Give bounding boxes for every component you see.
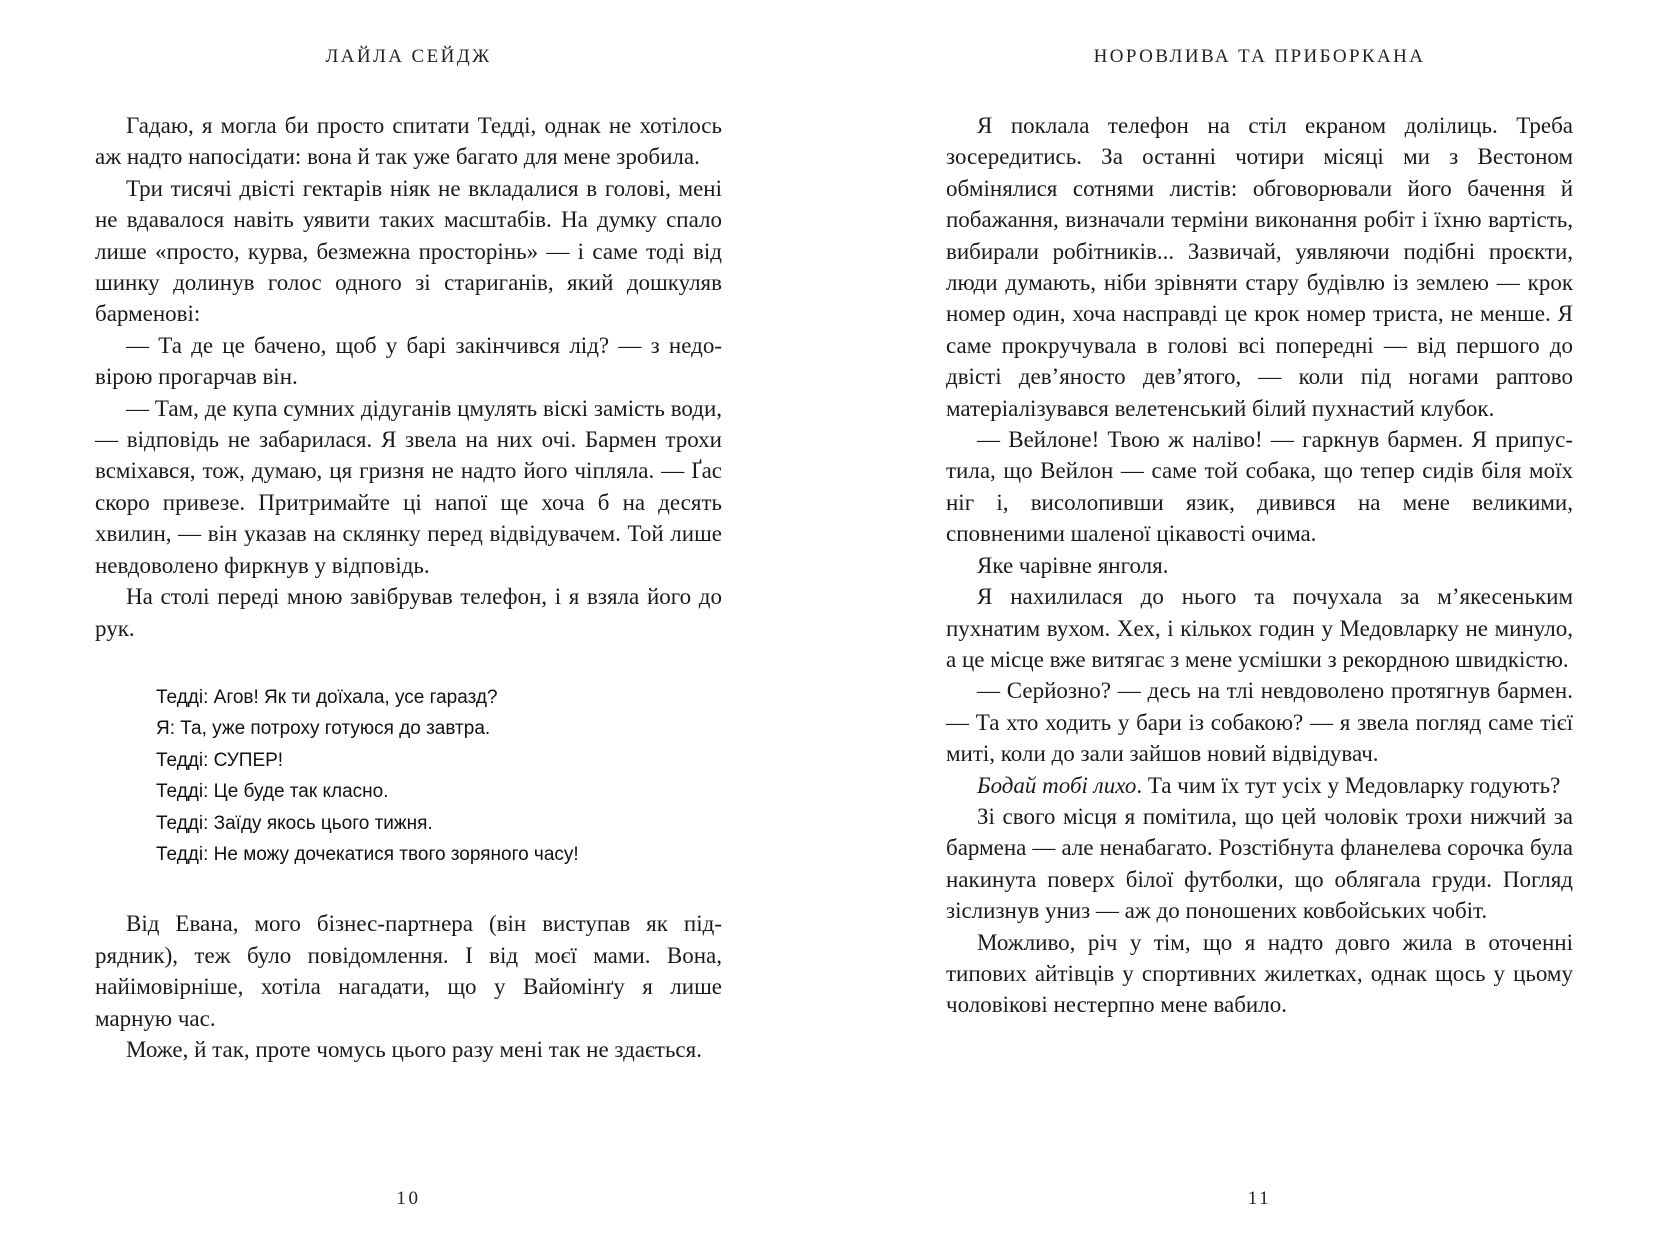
running-head-author: ЛАЙЛА СЕЙДЖ	[325, 46, 492, 67]
dialogue-paragraph: — Вейлоне! Твою ж наліво! — гаркнув бармен. Я припустила, що Вейлон — саме той собака, що тепер сидів біля моїх ніг і, висолопивши язик, дивився на мене великими, сповненими шаленої цікавості очима.	[946, 427, 1573, 547]
right-page	[946, 0, 1573, 1240]
dialogue-paragraph: — Та де це бачено, щоб у барі закінчився лід? — з недовірою прогарчав він.	[95, 332, 722, 390]
paragraph: Від Евана, мого бізнес-партнера (він виступав як підрядник), теж було повідомлення. І від моєї мами. Вона, найімовірніше, хотіла нагадати, що у Вайомінґу я лише марную час.	[95, 911, 722, 1031]
paragraph: На столі переді мною завібрував телефон, і я взяла його до рук.	[95, 584, 722, 641]
paragraph: Може, й так, проте чомусь цього разу мені так не здається.	[126, 1036, 702, 1062]
right-page-text	[946, 110, 1573, 1021]
dialogue-paragraph: — Серйозно? — десь на тлі невдоволено протягнув бармен. — Та хто ходить у бари із собакою? — я звела погляд саме тієї миті, коли до зали зайшов новий відвідувач.	[946, 678, 1573, 767]
chat-message: Тедді: Не можу дочекатися твого зоряного часу!	[156, 843, 579, 865]
paragraph: Я поклала телефон на стіл екраном долілиць. Треба зосередитись. За останні чотири місяці ми з Вестоном обмінялися сотнями листів: обговорювали його бачення й побажання, визначали терміни виконання робіт і їхню вартість, вибирали робітників... Зазвичай, уявляючи подібні проєкти, люди думають, ніби зрівняти стару будівлю із землею — крок номер один, хоча насправді це крок номер триста, не менше. Я саме прокручувала в голові всі попередні — від першого до двісті дев’яносто дев’ятого, — коли під ногами раптово матеріалізувався велетенський білий пухнастий клубок.	[946, 113, 1573, 421]
italic-paragraph	[946, 770, 1573, 801]
italic-phrase: Бодай тобі лихо	[977, 772, 1137, 798]
left-page-text	[95, 110, 722, 1065]
running-head-title: НОРОВЛИВА ТА ПРИБОРКАНА	[1093, 46, 1426, 67]
paragraph: Зі свого місця я помітила, що цей чоловік трохи нижчий за бармена — але ненабагато. Розстібнута фланелева сорочка була накинута поверх білої футболки, що облягала груди. Погляд зіслизнув униз — аж до поношених ковбойських чобіт.	[946, 803, 1573, 924]
left-page	[95, 0, 722, 1240]
dialogue-paragraph: — Там, де купа сумних дідуганів цмулять віскі замість води, — відповідь не забарилася. Я звела на них очі. Бармен трохи всміхався, тож, думаю, ця гризня не надто його чіпляла. — Ґас скоро привезе. Притримайте ці напої ще хоча б на десять хвилин, — він указав на склянку перед відвідувачем. Той лише невдоволено фиркнув у відповідь.	[95, 395, 722, 578]
text-message-exchange	[156, 682, 722, 870]
paragraph: Можливо, річ у тім, що я надто довго жила в оточенні типових айтівців у спортивних жилетках, однак щось у цьому чоловікові нестерпно мене вабило.	[946, 929, 1573, 1018]
page-number-right: 11	[1247, 1188, 1272, 1209]
paragraph: Я нахилилася до нього та почухала за м’якесеньким пухнатим вухом. Хех, і кількох годин у Медовларку не минуло, а це місце вже витягає з мене усмішки з рекордною швидкістю.	[946, 584, 1573, 672]
chat-message: Тедді: Це буде так класно.	[156, 781, 389, 803]
chat-message: Тедді: Агов! Як ти доїхала, усе гаразд?	[156, 686, 498, 708]
page-number-left: 10	[396, 1188, 421, 1209]
chat-message: Тедді: Заїду якось цього тижня.	[156, 812, 433, 834]
paragraph: Три тисячі двісті гектарів ніяк не вкладалися в голові, мені не вдавалося навіть уявити таких масштабів. На думку спало лише «просто, курва, безмежна просторінь» — і саме тоді від шинку долинув голос одного зі стариганів, який дошкуляв барменові:	[95, 175, 722, 327]
chat-message: Я: Та, уже потроху готуюся до завтра.	[156, 718, 491, 740]
chat-message: Тедді: СУПЕР!	[156, 749, 284, 771]
italic-paragraph-rest: . Та чим їх тут усіх у Медовларку годують?	[1136, 772, 1561, 798]
paragraph: Яке чарівне янголя.	[977, 552, 1169, 578]
paragraph: Гадаю, я могла би просто спитати Тедді, однак не хотілось аж надто напосідати: вона й так уже багато для мене зробила.	[95, 113, 722, 170]
